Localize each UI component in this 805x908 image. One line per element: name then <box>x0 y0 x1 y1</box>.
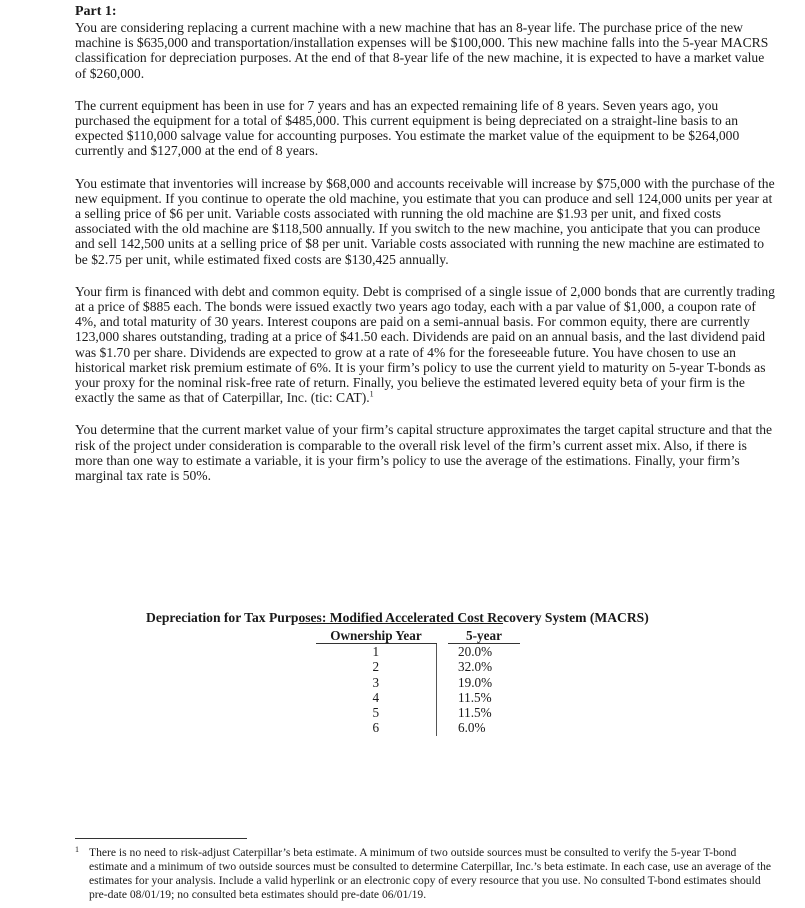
paragraph-current-equipment: The current equipment has been in use for 7 years and has an expected remaining life of 8 years. Seven years ago, you purchased the equipment for a total of $485,000. This current equipment is being depreciated on a straight-line basis to an expected $110,000 salvage value for accounting purposes. You estimate the market value of the equipment to be $264,000 currently and $127,000 at the end of 8 years. <box>75 97 740 159</box>
table-row <box>316 659 520 674</box>
table-title-part-3: covery System (MACRS) <box>503 610 649 625</box>
paragraph-new-machine: You are considering replacing a current machine with a new machine that has an 8-year life. The purchase price of the new machine is $635,000 and transportation/installation expenses will be $100,000. This new machine falls into the 5-year MACRS classification for depreciation purposes. At the end of that 8-year life of the new machine, it is expected to have a market value of $260,000. <box>75 20 769 81</box>
macrs-table-body <box>316 644 520 736</box>
column-header-5-year: 5-year <box>448 628 520 644</box>
table-title-part-1: Depreciation for Tax Purp <box>146 610 299 625</box>
table-title-part-2: oses: Modified Accelerated Cost Re <box>298 610 504 625</box>
macrs-table-block <box>146 610 706 736</box>
macrs-table <box>316 628 520 736</box>
table-header-row <box>316 628 520 644</box>
table-row <box>316 644 520 660</box>
column-header-ownership-year: Ownership Year <box>316 628 436 644</box>
ownership-year-cell: 5 <box>316 705 436 720</box>
ownership-year-cell: 3 <box>316 675 436 690</box>
ownership-year-cell: 1 <box>316 644 436 660</box>
footnote-text: There is no need to risk-adjust Caterpillar’s beta estimate. A minimum of two outside sources must be consulted to verify the 5-year T-bond estimate and a minimum of two outside sources must be consulted to determine Caterpillar, Inc.’s beta estimate. In each case, use an average of the estimates for your analysis. Include a valid hyperlink or an electronic copy of every resource that you use. No consulted T-bond estimates should pre-date 08/01/19; no consulted beta estimates should pre-date 06/01/19. <box>89 846 772 901</box>
depreciation-rate-cell: 32.0% <box>458 659 493 675</box>
paragraph-capital-structure: You determine that the current market value of your firm’s capital structure approximates the target capital structure and that the risk of the project under consideration is comparable to the overall risk level of the firm’s current asset mix. Also, if there is more than one way to estimate a variable, it is your firm’s policy to use the average of the estimations. Finally, your firm’s marginal tax rate is 50%. <box>75 422 773 484</box>
paragraph-financing <box>75 284 775 406</box>
paragraph-operations: You estimate that inventories will increase by $68,000 and accounts receivable will increase by $75,000 with the purchase of the new equipment. If you continue to operate the old machine, you estimate that you can produce and sell 124,000 units per year at a selling price of $6 per unit. Variable costs associated with running the old machine are $1.93 per unit, and fixed costs associated with the old machine are $118,500 annually. If you switch to the new machine, you anticipate that you can produce and sell 142,500 units at a selling price of $8 per unit. Variable costs associated with running the new machine are estimated to be $2.75 per unit, while estimated fixed costs are $130,425 annually. <box>75 175 775 267</box>
financing-text: Your firm is financed with debt and common equity. Debt is comprised of a single issue of 2,000 bonds that are currently trading at a price of $885 each. The bonds were issued exactly two years ago today, each with a par value of $1,000, a coupon rate of 4%, and total maturity of 30 years. Interest coupons are paid on a semi-annual basis. For common equity, there are currently 123,000 shares outstanding, trading at a price of $41.50 each. Dividends are paid on an annual basis, and the last dividend paid was $1.70 per share. Dividends are expected to grow at a rate of 4% for the foreseeable future. You have chosen to use an historical market risk premium estimate of 6%. It is your firm’s policy to use the current yield to maturity on 5-year T-bonds as your proxy for the nominal risk-free rate of return. Finally, you believe the estimated levered equity beta of your firm is the exactly the same as that of Caterpillar, Inc. (tic: CAT). <box>75 283 775 406</box>
footnote-mark: 1 <box>75 845 79 854</box>
table-row <box>316 720 520 735</box>
ownership-year-cell: 2 <box>316 659 436 674</box>
macrs-table-title <box>146 610 706 626</box>
depreciation-rate-cell: 11.5% <box>458 705 492 721</box>
footnote-divider <box>75 838 247 839</box>
depreciation-rate-cell: 20.0% <box>458 644 493 659</box>
part-heading: Part 1: <box>75 4 117 19</box>
depreciation-rate-cell: 6.0% <box>458 720 486 736</box>
ownership-year-cell: 6 <box>316 720 436 735</box>
table-row <box>316 690 520 705</box>
document-body <box>75 4 775 500</box>
ownership-year-cell: 4 <box>316 690 436 705</box>
depreciation-rate-cell: 11.5% <box>458 689 492 705</box>
footnote <box>75 846 775 902</box>
depreciation-rate-cell: 19.0% <box>458 674 493 690</box>
table-row <box>316 705 520 720</box>
footnote-reference: 1 <box>369 389 374 399</box>
table-row <box>316 675 520 690</box>
